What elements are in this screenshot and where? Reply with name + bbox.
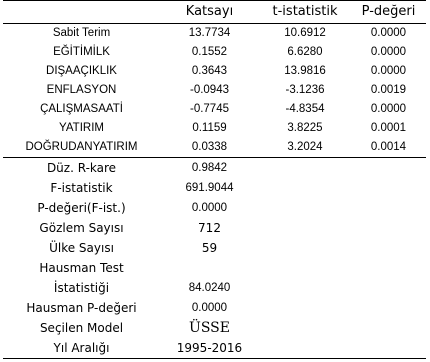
variable-name: DOĞRUDANYATIRIM bbox=[25, 141, 138, 153]
stat-label: P-değeri(F-ist.) bbox=[37, 201, 126, 215]
stat-label: Ülke Sayısı bbox=[49, 241, 114, 255]
t-statistic-value: -4.8354 bbox=[285, 103, 325, 115]
coefficient-value: -0.0943 bbox=[189, 84, 229, 96]
p-value: 0.0000 bbox=[370, 65, 407, 77]
stat-row bbox=[3, 258, 426, 278]
p-value: 0.0000 bbox=[370, 103, 407, 115]
header-coefficient: Katsayı bbox=[185, 4, 234, 19]
t-statistic-value: 6.6280 bbox=[287, 46, 323, 58]
stat-row bbox=[3, 198, 426, 218]
stat-value: 59 bbox=[201, 241, 218, 255]
coefficient-row bbox=[3, 100, 426, 119]
variable-name: YATIRIM bbox=[59, 122, 104, 134]
p-value: 0.0001 bbox=[370, 122, 407, 134]
stat-value: 691.9044 bbox=[185, 182, 234, 194]
p-value: 0.0000 bbox=[370, 27, 407, 39]
t-statistic-value: -3.1236 bbox=[285, 84, 325, 96]
variable-name: ENFLASYON bbox=[46, 84, 117, 96]
coefficient-row bbox=[3, 62, 426, 81]
coefficient-value: 0.1552 bbox=[191, 46, 228, 58]
coefficient-value: -0.7745 bbox=[189, 103, 229, 115]
stat-label: Düz. R-kare bbox=[46, 161, 117, 175]
t-statistic-value: 10.6912 bbox=[284, 27, 326, 39]
stat-row bbox=[3, 158, 426, 178]
header-t-statistic: t-istatistik bbox=[272, 4, 338, 19]
stat-label: Seçilen Model bbox=[39, 321, 124, 335]
stat-value bbox=[160, 258, 259, 278]
variable-name: DIŞAAÇIKLIK bbox=[46, 65, 117, 77]
p-value: 0.0000 bbox=[370, 46, 407, 58]
p-value: 0.0019 bbox=[370, 84, 407, 96]
stat-row bbox=[3, 318, 426, 338]
stat-value: 0.0000 bbox=[191, 202, 228, 214]
stat-row bbox=[3, 178, 426, 198]
coefficient-row bbox=[3, 138, 426, 157]
coefficient-row bbox=[3, 81, 426, 100]
header-p-value: P-değeri bbox=[361, 4, 416, 19]
coefficient-value: 0.3643 bbox=[191, 65, 228, 77]
stat-label: Gözlem Sayısı bbox=[39, 221, 124, 235]
coefficient-row bbox=[3, 43, 426, 62]
stat-row bbox=[3, 238, 426, 258]
stat-row bbox=[3, 278, 426, 298]
t-statistic-value: 3.8225 bbox=[287, 122, 323, 134]
stat-row bbox=[3, 338, 426, 359]
coefficient-row bbox=[3, 24, 426, 43]
regression-results-table bbox=[3, 0, 426, 359]
stat-label: Hausman P-değeri bbox=[26, 301, 137, 315]
stat-value: 712 bbox=[198, 221, 221, 235]
p-value: 0.0014 bbox=[370, 141, 407, 153]
stat-value: ÜSSE bbox=[189, 320, 230, 336]
stat-label: Yıl Aralığı bbox=[53, 341, 110, 355]
stat-row bbox=[3, 298, 426, 318]
t-statistic-value: 13.9816 bbox=[284, 65, 326, 77]
stat-value: 84.0240 bbox=[188, 282, 231, 294]
stat-value: 0.0000 bbox=[191, 302, 228, 314]
stat-label: İstatistiği bbox=[53, 281, 110, 295]
variable-name: EĞİTİMİLK bbox=[53, 46, 110, 58]
header-empty bbox=[3, 1, 160, 23]
stat-value: 0.9842 bbox=[191, 162, 228, 174]
variable-name: ÇALIŞMASAATİ bbox=[40, 103, 123, 115]
coefficient-row bbox=[3, 119, 426, 138]
stat-label: Hausman Test bbox=[39, 261, 124, 275]
coefficient-value: 0.1159 bbox=[192, 122, 227, 134]
coefficient-value: 13.7734 bbox=[188, 27, 231, 39]
stat-value: 1995-2016 bbox=[176, 341, 243, 355]
stat-label: F-istatistik bbox=[50, 181, 113, 195]
coefficient-value: 0.0338 bbox=[191, 141, 228, 153]
stat-row bbox=[3, 218, 426, 238]
variable-name: Sabit Terim bbox=[52, 27, 111, 39]
table-header-row bbox=[3, 0, 426, 24]
t-statistic-value: 3.2024 bbox=[287, 141, 323, 153]
